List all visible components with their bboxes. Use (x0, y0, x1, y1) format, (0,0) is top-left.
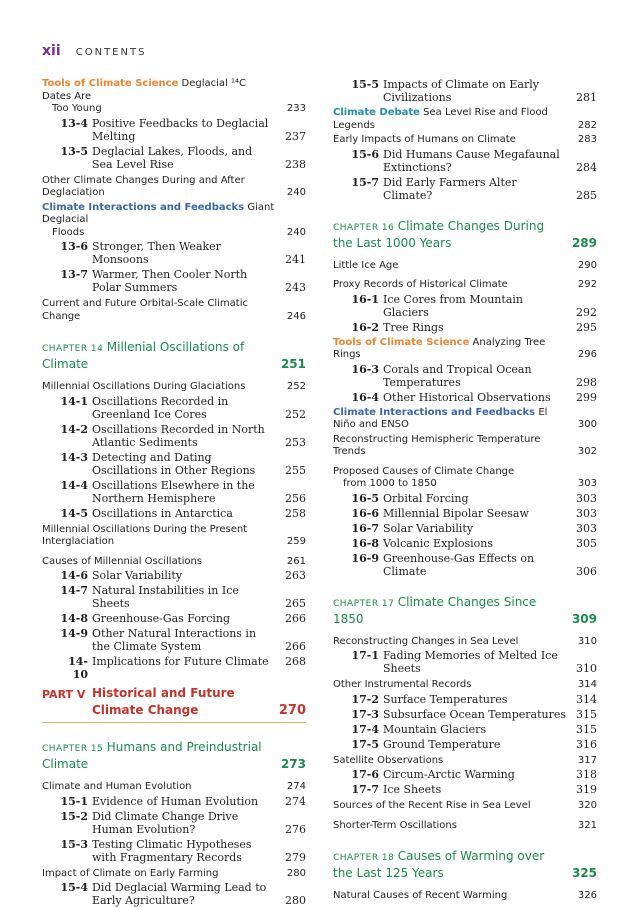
subsection-number: 14-7 (60, 584, 88, 597)
toc-section-entry (333, 434, 597, 459)
page-number: 303 (577, 478, 597, 489)
page-number: 241 (285, 253, 306, 266)
toc-section-entry (333, 636, 597, 649)
toc-section-entry (333, 466, 597, 479)
toc-section-entry (42, 175, 306, 200)
entry-title: Greenhouse-Gas Forcing (92, 612, 231, 625)
page-number: 276 (285, 822, 306, 836)
toc-chapter-heading (333, 595, 597, 627)
entry-title: Oscillations Recorded in North Atlantic Sediments (92, 422, 265, 449)
entry-title: Reconstructing Changes in Sea Level (333, 635, 519, 647)
page-number: 290 (577, 259, 597, 271)
chapter-title: Climate Changes Since 1850 (333, 594, 537, 626)
toc-section-entry (333, 134, 597, 147)
subsection-number: 17-3 (351, 707, 379, 721)
page-number: 237 (285, 129, 306, 143)
page-number: 281 (576, 91, 597, 104)
toc-subsection-entry (333, 148, 597, 174)
entry-title: Corals and Tropical Ocean Temperatures (383, 362, 532, 389)
toc-section-entry (42, 524, 306, 549)
page-number: 317 (577, 754, 597, 766)
page-number: 256 (285, 491, 306, 505)
subsection-number: 17-7 (351, 783, 379, 796)
entry-title: Mountain Glaciers (383, 722, 487, 736)
subsection-number: 17-5 (351, 737, 379, 751)
subsection-number: 17-2 (351, 692, 379, 706)
subsection-number: 16-8 (351, 536, 379, 550)
box-type-label: Climate Interactions and Feedbacks (42, 201, 245, 213)
page-number: 266 (285, 640, 306, 653)
entry-title: Orbital Forcing (383, 491, 469, 505)
page-number: 303 (576, 506, 597, 520)
toc-section-entry (333, 890, 597, 903)
page-number: 326 (577, 890, 597, 901)
page-number: 265 (285, 597, 306, 610)
toc-box-entry (42, 78, 306, 103)
toc-left-column (42, 78, 306, 907)
toc-box-entry (333, 337, 597, 362)
entry-title: Satellite Observations (333, 754, 444, 766)
entry-title: Causes of Millennial Oscillations (42, 555, 203, 567)
toc-section-entry (42, 227, 306, 240)
page-number: 253 (285, 435, 306, 449)
entry-title: Subsurface Ocean Temperatures (383, 707, 566, 721)
toc-chapter-heading (42, 340, 306, 372)
entry-title: Deglacial ¹⁴C Dates Are (42, 78, 247, 102)
entry-title: El Niño and ENSO (333, 406, 548, 430)
entry-title: Positive Feedbacks to Deglacial Melting (92, 116, 269, 143)
toc-part-heading (42, 685, 306, 723)
subsection-number: 14-1 (60, 394, 88, 408)
toc-subsection-entry (333, 507, 597, 520)
entry-title: Impacts of Climate on Early Civilizations (383, 78, 539, 104)
entry-title: Oscillations Recorded in Greenland Ice Cores (92, 394, 229, 421)
page-number: 298 (576, 375, 597, 389)
toc-section-entry (42, 298, 306, 323)
page-number: 321 (577, 819, 597, 831)
toc-section-entry (333, 800, 597, 813)
toc-subsection-entry (333, 522, 597, 535)
page-number: 259 (286, 536, 306, 547)
entry-title: Did Deglacial Warming Lead to Early Agriculture? (92, 881, 267, 907)
toc-subsection-entry (42, 240, 306, 266)
toc-section-entry (333, 679, 597, 692)
page-number: 316 (576, 737, 597, 751)
subsection-number: 17-6 (351, 768, 379, 781)
page-number: 280 (286, 867, 306, 879)
page-number: 240 (286, 226, 306, 238)
toc-subsection-entry (42, 838, 306, 864)
subsection-number: 14-3 (60, 450, 88, 464)
subsection-number: 17-1 (351, 649, 379, 662)
toc-subsection-entry (333, 693, 597, 706)
page-number: 305 (576, 536, 597, 550)
page-number: 302 (577, 446, 597, 457)
toc-section-entry (42, 103, 306, 116)
chapter-label: CHAPTER 17 (333, 598, 398, 609)
toc-subsection-entry (42, 507, 306, 520)
entry-title: Proxy Records of Historical Climate (333, 279, 508, 290)
page-number: 315 (576, 707, 597, 721)
entry-title: Greenhouse-Gas Effects on Climate (383, 551, 535, 578)
toc-section-entry (333, 279, 597, 292)
page-number: 268 (285, 655, 306, 668)
subsection-number: 15-1 (60, 794, 88, 808)
page-number: 251 (280, 357, 306, 371)
entry-title: Ground Temperature (383, 737, 501, 751)
subsection-number: 14-2 (60, 422, 88, 436)
page-number: 315 (576, 722, 597, 736)
subsection-number: 16-9 (351, 551, 379, 565)
page-number: 279 (285, 850, 306, 864)
toc-section-entry (333, 260, 597, 273)
subsection-number: 13-6 (60, 240, 88, 253)
page-number: 310 (576, 662, 597, 675)
entry-title: Millennial Oscillations During Glaciations (42, 381, 246, 392)
toc-section-entry (333, 755, 597, 768)
entry-title: Testing Climatic Hypotheses with Fragmentary Records (92, 837, 252, 864)
toc-subsection-entry (42, 569, 306, 582)
toc-box-entry (42, 202, 306, 227)
toc-subsection-entry (333, 738, 597, 751)
toc-subsection-entry (333, 708, 597, 721)
page-number: 240 (286, 187, 306, 198)
chapter-label: CHAPTER 18 (333, 853, 398, 863)
page-number: 282 (577, 119, 597, 131)
subsection-number: 14-8 (60, 612, 88, 625)
entry-title: Little Ice Age (333, 259, 399, 271)
entry-title: Oscillations Elsewhere in the Northern Hemisphere (92, 478, 255, 505)
toc-subsection-entry (333, 649, 597, 675)
toc-subsection-entry (42, 479, 306, 505)
entry-title: Current and Future Orbital-Scale Climatic Change (42, 298, 248, 322)
page-number: 289 (571, 235, 597, 250)
entry-title: Surface Temperatures (383, 692, 508, 706)
entry-title: Sea Level Rise and Flood Legends (333, 107, 548, 131)
box-type-label: Tools of Climate Science (333, 336, 470, 348)
page-number: 280 (285, 894, 306, 907)
entry-title: Warmer, Then Cooler North Polar Summers (92, 268, 248, 294)
entry-title: Deglacial Lakes, Floods, and Sea Level Rise (92, 144, 253, 171)
toc-subsection-entry (333, 783, 597, 796)
chapter-title: Climate Changes During the Last 1000 Years (333, 218, 545, 250)
subsection-number: 16-7 (351, 521, 379, 535)
toc-box-entry (333, 107, 597, 132)
page-number: 283 (577, 134, 597, 145)
page-number: 303 (576, 521, 597, 535)
toc-subsection-entry (42, 795, 306, 808)
toc-right-column (333, 78, 597, 903)
toc-subsection-entry (42, 881, 306, 907)
entry-title: Did Early Farmers Alter Climate? (383, 175, 517, 202)
entry-title: Did Humans Cause Megafaunal Extinctions? (383, 147, 560, 174)
entry-title: Proposed Causes of Climate Change (333, 465, 515, 477)
subsection-number: 16-4 (351, 390, 379, 404)
entry-title: Sources of the Recent Rise in Sea Level (333, 800, 531, 811)
box-type-label: Climate Interactions and Feedbacks (333, 406, 536, 418)
toc-chapter-heading (42, 740, 306, 772)
subsection-number: 16-1 (351, 292, 379, 306)
page-number: 252 (286, 381, 306, 392)
chapter-label: CHAPTER 15 (42, 744, 107, 754)
subsection-number: 16-6 (351, 506, 379, 520)
toc-subsection-entry (42, 810, 306, 836)
entry-title: Millennial Oscillations During the Present Interglaciation (42, 523, 248, 547)
entry-title: Analyzing Tree Rings (333, 336, 546, 360)
toc-subsection-entry (42, 627, 306, 653)
entry-title: Detecting and Dating Oscillations in Other Regions (92, 450, 256, 477)
chapter-title: Millenial Oscillations of Climate (42, 340, 245, 371)
subsection-number: 14-4 (60, 478, 88, 492)
subsection-number: 13-7 (60, 268, 88, 281)
entry-title: Reconstructing Hemispheric Temperature Trends (333, 433, 541, 457)
chapter-title: Causes of Warming over the Last 125 Years (333, 849, 545, 880)
entry-title: Natural Instabilities in Ice Sheets (92, 584, 239, 610)
box-type-label: Tools of Climate Science (42, 78, 179, 89)
chapter-label: CHAPTER 14 (42, 344, 107, 354)
toc-subsection-entry (333, 492, 597, 505)
entry-title: Did Climate Change Drive Human Evolution? (92, 809, 239, 836)
subsection-number: 16-2 (351, 320, 379, 334)
entry-title: Implications for Future Climate (92, 655, 269, 668)
box-type-label: Climate Debate (333, 107, 420, 118)
toc-subsection-entry (333, 363, 597, 389)
page-number: 261 (286, 555, 306, 567)
entry-title: Early Impacts of Humans on Climate (333, 134, 516, 145)
toc-subsection-entry (333, 293, 597, 319)
page-number: 303 (576, 491, 597, 505)
toc-section-entry (42, 781, 306, 794)
entry-title: Other Historical Observations (383, 390, 551, 404)
subsection-number: 15-2 (60, 809, 88, 823)
toc-subsection-entry (42, 451, 306, 477)
subsection-number: 16-3 (351, 362, 379, 376)
entry-title: Ice Sheets (383, 783, 442, 796)
page-number: 284 (576, 160, 597, 174)
page-number: 292 (576, 305, 597, 319)
entry-title: Solar Variability (383, 521, 474, 535)
toc-section-entry (333, 478, 597, 491)
page-number: 246 (286, 310, 306, 322)
entry-title: Oscillations in Antarctica (92, 506, 233, 520)
page-number: 270 (278, 703, 306, 718)
entry-title: Too Young (52, 103, 102, 114)
entry-title: Shorter-Term Oscillations (333, 819, 457, 831)
toc-subsection-entry (42, 117, 306, 143)
subsection-number: 15-7 (351, 175, 379, 189)
page-number: 258 (285, 506, 306, 520)
toc-subsection-entry (333, 391, 597, 404)
toc-subsection-entry (333, 537, 597, 550)
page-number: xii (42, 43, 61, 59)
entry-title: Other Natural Interactions in the Climate System (92, 627, 257, 653)
entry-title: Floods (52, 226, 85, 238)
entry-title: Circum-Arctic Warming (383, 768, 515, 781)
toc-section-entry (42, 556, 306, 569)
page-number: 299 (576, 390, 597, 404)
entry-title: Other Climate Changes During and After Deglaciation (42, 174, 245, 198)
toc-section-entry (42, 381, 306, 394)
page-number: 266 (285, 612, 306, 625)
toc-subsection-entry (333, 768, 597, 781)
entry-title: Millennial Bipolar Seesaw (383, 506, 529, 520)
page-number: 263 (285, 569, 306, 582)
toc-subsection-entry (333, 176, 597, 202)
page-number: 274 (285, 794, 306, 808)
toc-subsection-entry (333, 321, 597, 334)
chapter-title: Humans and Preindustrial Climate (42, 740, 262, 771)
toc-subsection-entry (42, 423, 306, 449)
entry-title: Solar Variability (92, 569, 183, 582)
page-number: 252 (285, 407, 306, 421)
page-number: 285 (576, 188, 597, 202)
page-number: 309 (571, 611, 597, 626)
entry-title: Volcanic Explosions (383, 536, 493, 550)
page-number: 273 (280, 757, 306, 771)
subsection-number: 14-9 (60, 627, 88, 640)
toc-subsection-entry (333, 78, 597, 104)
page-number: 238 (285, 157, 306, 171)
entry-title: Stronger, Then Weaker Monsoons (92, 240, 221, 266)
part-label: PART V (42, 688, 86, 701)
toc-subsection-entry (42, 584, 306, 610)
page-number: 292 (577, 279, 597, 290)
page-number: 318 (576, 768, 597, 781)
entry-title: Impact of Climate on Early Farming (42, 867, 219, 879)
toc-chapter-heading (333, 849, 597, 881)
page-number: 319 (576, 783, 597, 796)
toc-subsection-entry (333, 723, 597, 736)
page-number: 295 (576, 320, 597, 334)
subsection-number: 15-4 (60, 881, 88, 894)
toc-subsection-entry (42, 612, 306, 625)
toc-subsection-entry (42, 395, 306, 421)
subsection-number: 17-4 (351, 722, 379, 736)
entry-title: Evidence of Human Evolution (92, 794, 259, 808)
part-title: Historical and Future Climate Change (92, 686, 235, 717)
subsection-number: 14-6 (60, 569, 88, 582)
subsection-number: 13-5 (60, 144, 88, 158)
page-header (42, 40, 146, 59)
chapter-label: CHAPTER 16 (333, 222, 398, 233)
entry-title: Natural Causes of Recent Warming (333, 890, 508, 901)
subsection-number: 14-10 (68, 655, 88, 681)
page-number: 314 (576, 692, 597, 706)
toc-subsection-entry (42, 655, 306, 681)
subsection-number: 13-4 (60, 116, 88, 130)
entry-title: Ice Cores from Mountain Glaciers (383, 292, 523, 319)
entry-title: Giant Deglacial (42, 201, 275, 225)
page-number: 255 (285, 463, 306, 477)
page-number: 233 (286, 103, 306, 114)
page-number: 314 (577, 679, 597, 690)
toc-section-entry (333, 820, 597, 833)
toc-box-entry (333, 407, 597, 432)
page-number: 306 (576, 564, 597, 578)
subsection-number: 15-3 (60, 837, 88, 851)
toc-chapter-heading (333, 219, 597, 251)
entry-title: Other Instrumental Records (333, 679, 472, 690)
toc-subsection-entry (42, 268, 306, 294)
page-number: 325 (571, 866, 597, 880)
toc-subsection-entry (333, 552, 597, 578)
toc-subsection-entry (42, 145, 306, 171)
page-number: 296 (577, 349, 597, 360)
page-number: 300 (577, 419, 597, 430)
toc-section-entry (42, 868, 306, 881)
subsection-number: 15-5 (351, 78, 379, 91)
entry-title: from 1000 to 1850 (343, 478, 437, 489)
page-number: 274 (286, 781, 306, 792)
running-title: CONTENTS (75, 47, 147, 58)
subsection-number: 16-5 (351, 491, 379, 505)
page-number: 243 (285, 281, 306, 294)
page-number: 310 (577, 635, 597, 647)
entry-title: Climate and Human Evolution (42, 781, 192, 792)
entry-title: Tree Rings (383, 320, 444, 334)
subsection-number: 14-5 (60, 506, 88, 520)
entry-title: Fading Memories of Melted Ice Sheets (383, 649, 558, 675)
page-number: 320 (577, 800, 597, 811)
subsection-number: 15-6 (351, 147, 379, 161)
